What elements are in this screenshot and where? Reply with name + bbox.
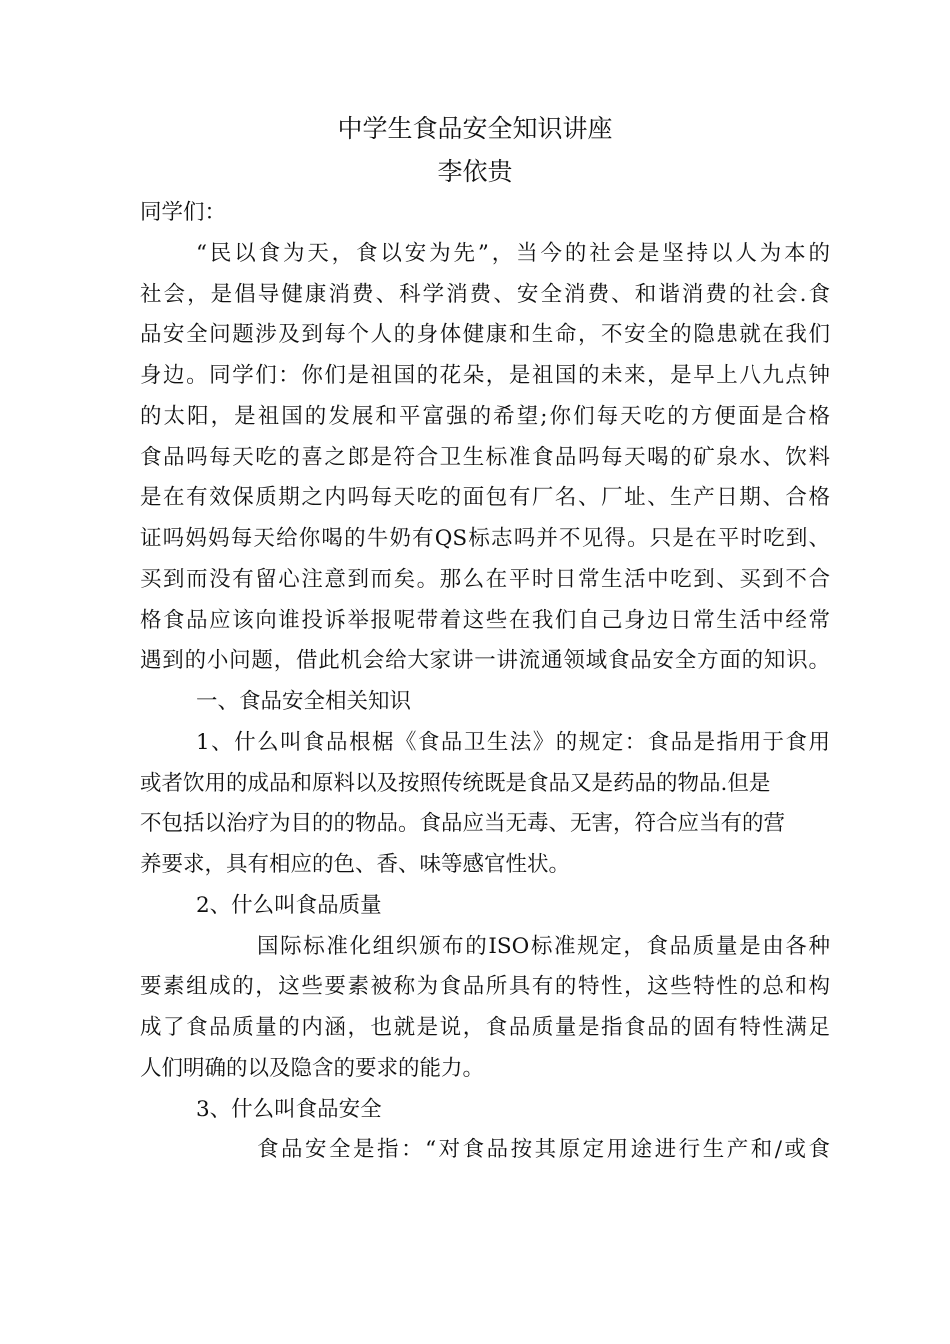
text-line: 人们明确的以及隐含的要求的能力。 [140,1056,485,1081]
text-line: “民以食为天，食以安为先”，当今的社会是坚持以人为本的 [196,241,830,266]
text-line: 是在有效保质期之内吗每天吃的面包有厂名、厂址、生产日期、合格 [140,485,830,510]
text-line: 养要求，具有相应的色、香、味等感官性状。 [140,852,571,877]
text-line: 2、什么叫食品质量 [196,893,382,918]
text-line: 社会，是倡导健康消费、科学消费、安全消费、和谐消费的社会.食 [140,282,830,307]
document-author: 李依贵 [437,157,513,186]
text-line: 的太阳，是祖国的发展和平富强的希望;你们每天吃的方便面是合格 [140,404,830,429]
text-line: 证吗妈妈每天给你喝的牛奶有QS标志吗并不见得。只是在平时吃到、 [140,526,830,551]
text-line: 3、什么叫食品安全 [196,1097,382,1122]
text-line: 一、食品安全相关知识 [196,689,412,714]
text-line: 同学们： [140,200,227,225]
text-line: 要素组成的，这些要素被称为食品所具有的特性，这些特性的总和构 [140,974,830,999]
text-line: 身边。同学们：你们是祖国的花朵，是祖国的未来，是早上八九点钟 [140,363,830,388]
text-line: 或者饮用的成品和原料以及按照传统既是食品又是药品的物品.但是 [140,771,771,796]
text-line: 食品吗每天吃的喜之郎是符合卫生标准食品吗每天喝的矿泉水、饮料 [140,445,830,470]
text-line: 不包括以治疗为目的的物品。食品应当无毒、无害，符合应当有的营 [140,811,786,836]
text-line: 品安全问题涉及到每个人的身体健康和生命，不安全的隐患就在我们 [140,322,830,347]
text-line: 1、什么叫食品根椐《食品卫生法》的规定：食品是指用于食用 [196,730,830,755]
document-title: 中学生食品安全知识讲座 [337,114,613,143]
text-line: 格食品应该向谁投诉举报呢带着这些在我们自己身边日常生活中经常 [140,608,830,633]
text-line: 买到而没有留心注意到而矣。那么在平时日常生活中吃到、买到不合 [140,567,830,592]
text-line: 食品安全是指：“对食品按其原定用途进行生产和/或食 [257,1137,830,1162]
text-line: 遇到的小问题，借此机会给大家讲一讲流通领域食品安全方面的知识。 [140,648,830,673]
text-line: 国际标准化组织颁布的ISO标准规定，食品质量是由各种 [257,934,830,959]
text-line: 成了食品质量的内涵，也就是说，食品质量是指食品的固有特性满足 [140,1015,830,1040]
